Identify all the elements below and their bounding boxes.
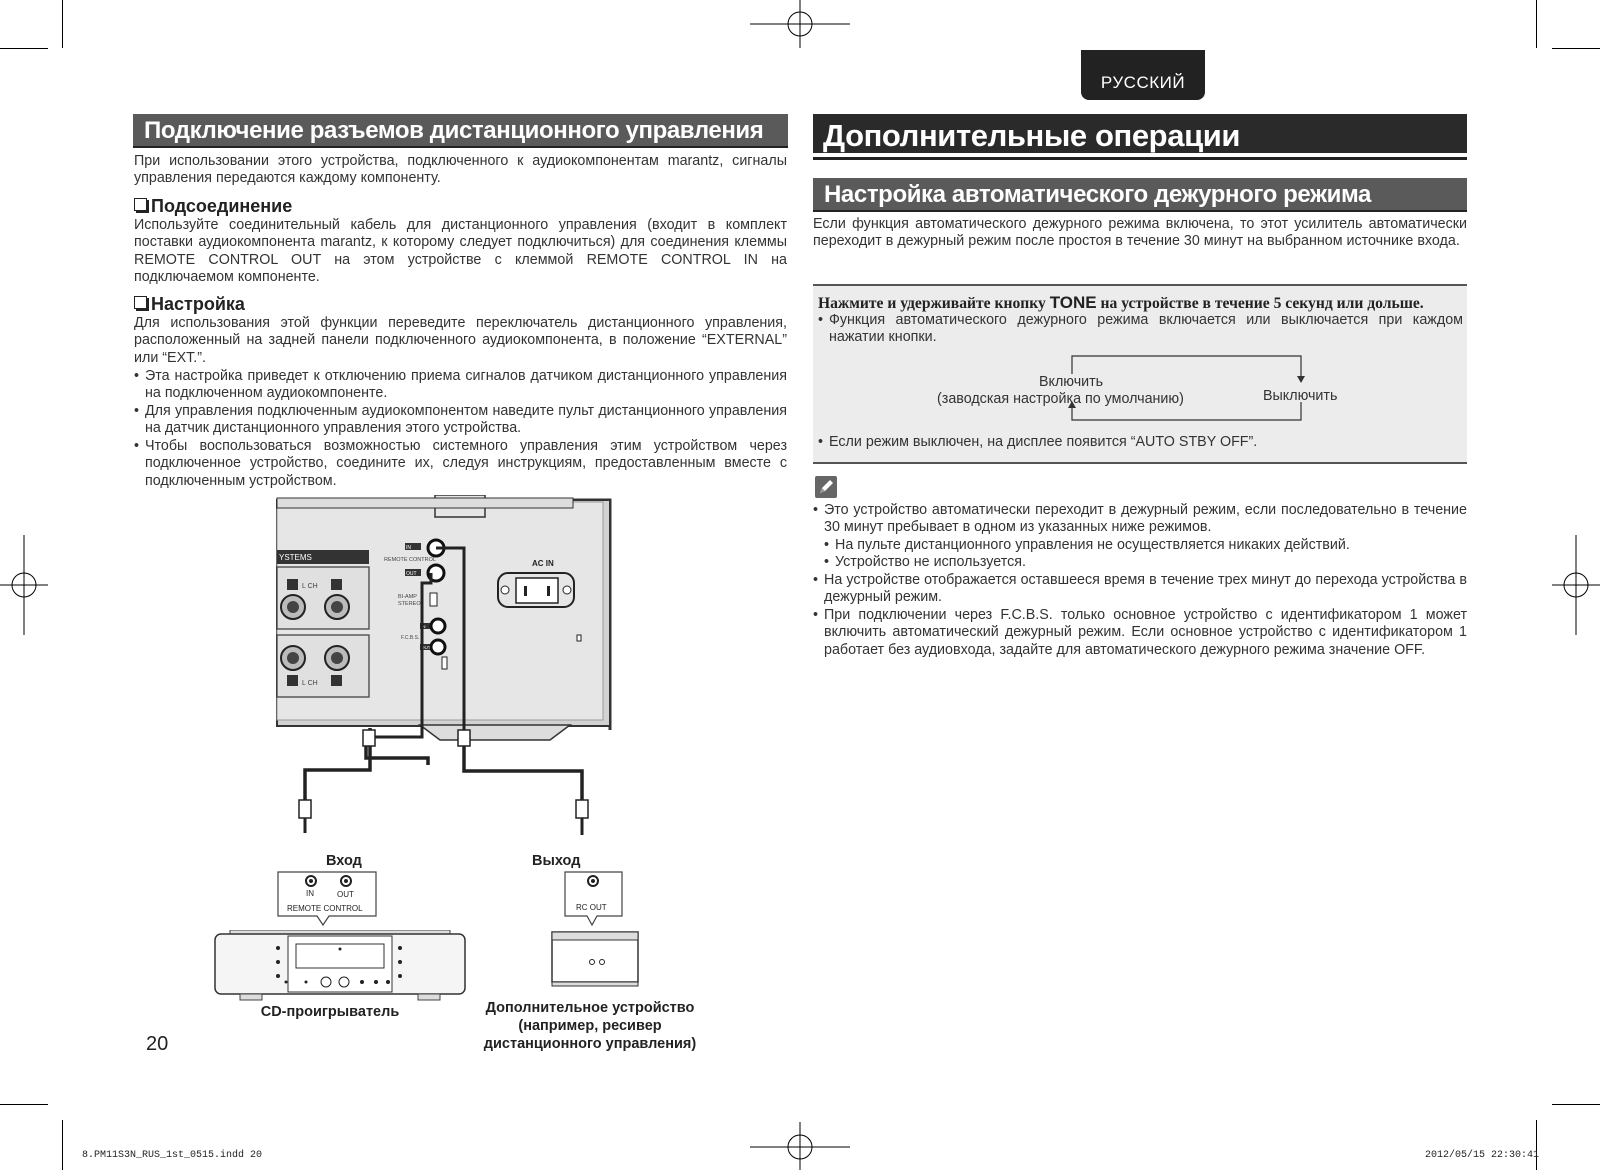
footer-file: 8.PM11S3N_RUS_1st_0515.indd 20 — [82, 1150, 263, 1161]
stereo-label: STEREO — [398, 601, 421, 607]
cd-caption: CD-проигрыватель — [260, 1004, 400, 1020]
tone-key: TONE — [1049, 293, 1097, 312]
pencil-icon — [815, 476, 837, 498]
connect-heading-label: Подсоединение — [151, 196, 293, 216]
extra-caption-1: Дополнительное устройство — [485, 1000, 695, 1016]
fcbs-out-tag: OUT — [421, 645, 431, 650]
systems-label: YSTEMS — [279, 553, 312, 562]
ac-in-label: AC IN — [532, 559, 554, 568]
cd-remote-box — [276, 870, 380, 928]
list-item: • Чтобы воспользоваться возможностью системного управления этим устройством через подключенное устройство, соедините их, следуя инструкциям, предоставленным вместе с подключенным устройством. — [134, 438, 787, 490]
footer-date: 2012/05/15 22:30:41 — [1425, 1150, 1540, 1161]
extra-caption-3: дистанционного управления) — [483, 1036, 697, 1052]
page-number: 20 — [146, 1033, 169, 1055]
connect-text: Используйте соединительный кабель для дистанционного управления (входит в комплект поставки аудиокомпонента marantz, к которому следует подключиться) для соединения клеммы REMOTE CONTROL OUT на этом устройстве с клеммой REMOTE CONTROL IN на подключаемом компоненте. — [134, 217, 787, 286]
cd-remote-control-label: REMOTE CONTROL — [287, 904, 363, 913]
box-bullet: • Функция автоматического дежурного режима включается или выключается при каждом нажатии кнопки. — [818, 312, 1463, 347]
note-item: • Это устройство автоматически переходит в дежурный режим, если последовательно в течение 30 минут пребывает в одном из указанных ниже режимов. — [813, 502, 1467, 537]
note-subitem: • Устройство не используется. — [824, 554, 1467, 571]
cd-in-label: IN — [306, 889, 314, 898]
input-label: Вход — [326, 853, 362, 869]
cd-out-label: OUT — [337, 890, 354, 899]
main-title: Дополнительные операции — [813, 114, 1467, 157]
extra-caption-2: (например, ресивер — [518, 1018, 662, 1034]
list-item: • Для управления подключенным аудиокомпонентом наведите пульт дистанционного управления на датчик дистанционного управления этого устройства. — [134, 403, 787, 438]
rc-in-tag: IN — [406, 545, 411, 551]
checkbox-icon — [134, 296, 147, 309]
checkbox-icon — [134, 198, 147, 211]
list-item: • Эта настройка приведет к отключению приема сигналов датчиком дистанционного управления на подключенном аудиокомпоненте. — [134, 368, 787, 403]
flow-on: Включить — [1039, 374, 1104, 390]
rc-out-tag: OUT — [406, 571, 417, 577]
section-title: Подключение разъемов дистанционного управления — [133, 114, 788, 148]
setup-heading — [134, 294, 245, 315]
biamp-label: BI-AMP — [398, 594, 417, 600]
cd-player-drawing — [210, 930, 470, 1004]
flow-off: Выключить — [1263, 388, 1338, 404]
instruction-text — [818, 293, 1463, 313]
setup-text: Для использования этой функции переведите переключатель дистанционного управления, расположенный на задней панели подключенного аудиокомпонента, в положение “EXTERNAL” или “EXT.”. — [134, 315, 787, 366]
lch-label-2: L CH — [302, 680, 318, 687]
rc-out-label: RC OUT — [576, 903, 607, 912]
instruction-pre: Нажмите и удерживайте кнопку — [818, 295, 1050, 312]
auto-standby-intro: Если функция автоматического дежурного режима включена, то этот усилитель автоматически переходит в дежурный режим после простоя в течение 30 минут на выбранном источнике входа. — [813, 216, 1467, 250]
remote-control-panel-label: REMOTE CONTROL — [384, 557, 436, 563]
note-item: • На устройстве отображается оставшееся время в течение трех минут до перехода устройства в дежурный режим. — [813, 572, 1467, 607]
note-subitem: • На пульте дистанционного управления не осуществляется никаких действий. — [824, 537, 1467, 554]
extra-device-drawing — [550, 930, 642, 990]
fcbs-in-tag: IN — [421, 624, 426, 629]
intro-text: При использовании этого устройства, подключенного к аудиокомпонентам marantz, сигналы управления передаются каждому компоненту. — [134, 153, 787, 187]
instruction-post: на устройстве в течение 5 секунд или дольше. — [1096, 295, 1424, 312]
language-tab: РУССКИЙ — [1081, 50, 1205, 100]
rc-out-box — [563, 870, 625, 928]
fcbs-label: F.C.B.S. — [401, 635, 420, 641]
subsection-title: Настройка автоматического дежурного режима — [813, 178, 1467, 212]
setup-heading-label: Настройка — [151, 294, 245, 314]
connect-heading — [134, 196, 292, 217]
lch-label: L CH — [302, 583, 318, 590]
flow-on-note: (заводская настройка по умолчанию) — [937, 391, 1184, 407]
box-bullet-2: • Если режим выключен, на дисплее появится “AUTO STBY OFF”. — [818, 434, 1463, 451]
output-label: Выход — [532, 853, 581, 869]
note-item: • При подключении через F.C.B.S. только основное устройство с идентификатором 1 может включить автоматический дежурный режим. Если основное устройство с идентификатором 1 работает без аудиовхода, задайте для автоматического дежурного режима значение OFF. — [813, 607, 1467, 659]
